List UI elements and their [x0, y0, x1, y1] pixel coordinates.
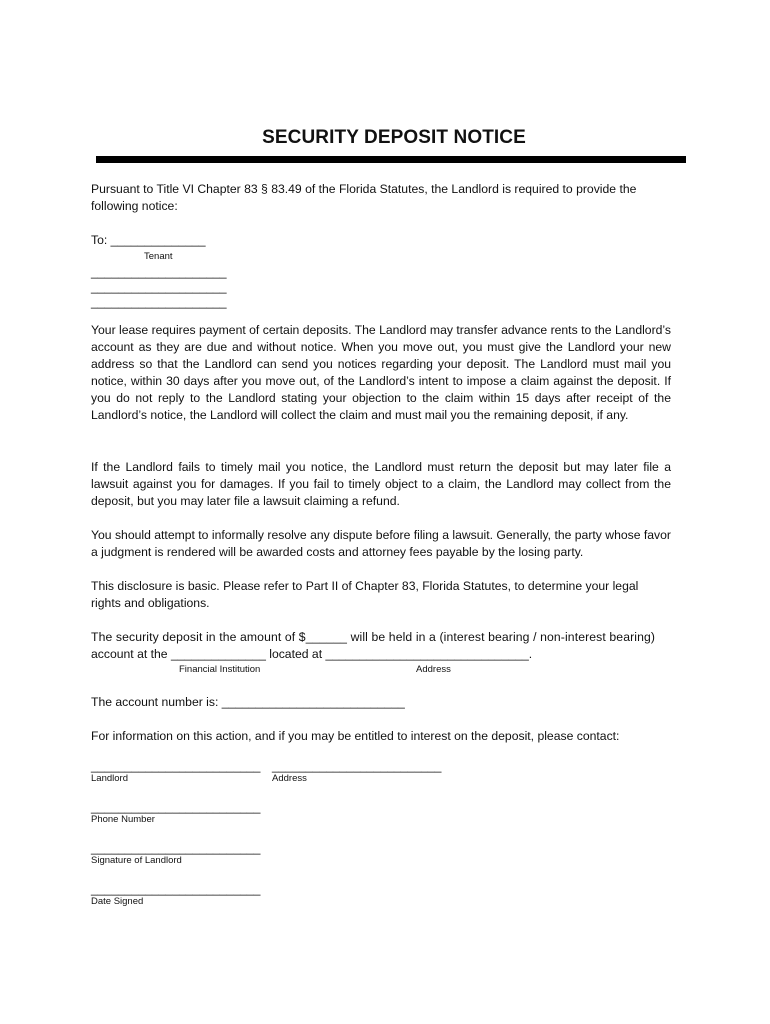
intro-paragraph: Pursuant to Title VI Chapter 83 § 83.49 of the Florida Statutes, the Landlord is required to provide the following notice:	[91, 182, 637, 213]
lease-paragraph: Your lease requires payment of certain deposits. The Landlord may transfer advance rents to the Landlord’s account as they are due and without notice. When you move out, you must give the Landlord your new address so that the Landlord can send you notices regarding your deposit. The Landlord must mail you notice, within 30 days after you move out, of the Landlord’s intent to impose a claim against the deposit. If you do not reply to the Landlord stating your objection to the claim within 15 days after receipt of the Landlord’s notice, the Landlord will collect the claim and must mail you the remaining deposit, if any.	[91, 323, 671, 423]
financial-institution-caption: Financial Institution	[179, 664, 261, 675]
document-title: SECURITY DEPOSIT NOTICE	[262, 127, 526, 148]
disclosure-paragraph: This disclosure is basic. Please refer to Part II of Chapter 83, Florida Statutes, to determine your legal rights and obligations.	[91, 579, 639, 611]
title-rule	[96, 156, 686, 163]
phone-number-caption: Phone Number	[91, 814, 155, 825]
to-line: To: ______________	[91, 233, 206, 247]
tenant-address-line-2: ____________________	[91, 280, 227, 294]
signature-line: _________________________	[91, 841, 261, 855]
date-signed-caption: Date Signed	[91, 896, 144, 907]
deposit-address-caption: Address	[416, 664, 451, 675]
landlord-address-line: _________________________	[272, 759, 442, 773]
resolve-dispute-paragraph: You should attempt to informally resolve any dispute before filing a lawsuit. Generally, the party whose favor a judgment is rendered will be awarded costs and attorney fees payable by the losing party.	[91, 528, 671, 560]
tenant-address-line-1: ____________________	[91, 265, 227, 279]
contact-line: For information on this action, and if you may be entitled to interest on the deposit, please contact:	[91, 729, 620, 743]
landlord-fails-paragraph: If the Landlord fails to timely mail you notice, the Landlord must return the deposit but may later file a lawsuit against you for damages. If you fail to timely object to a claim, the Landlord may collect from the deposit, but you may later file a lawsuit claiming a refund.	[91, 460, 671, 509]
date-signed-line: _________________________	[91, 882, 261, 896]
deposit-line-1: The security deposit in the amount of $______ will be held in a (interest bearing / non-interest bearing)	[91, 630, 656, 644]
tenant-caption: Tenant	[144, 251, 173, 262]
deposit-line-2: account at the ______________ located at ______________________________.	[91, 647, 533, 661]
account-number-line: The account number is: ___________________________	[91, 695, 405, 709]
signature-caption: Signature of Landlord	[91, 855, 182, 866]
landlord-signature-line: _________________________	[91, 759, 261, 773]
landlord-caption: Landlord	[91, 773, 128, 784]
phone-number-line: _________________________	[91, 800, 261, 814]
tenant-address-line-3: ____________________	[91, 295, 227, 309]
landlord-address-caption: Address	[272, 773, 307, 784]
